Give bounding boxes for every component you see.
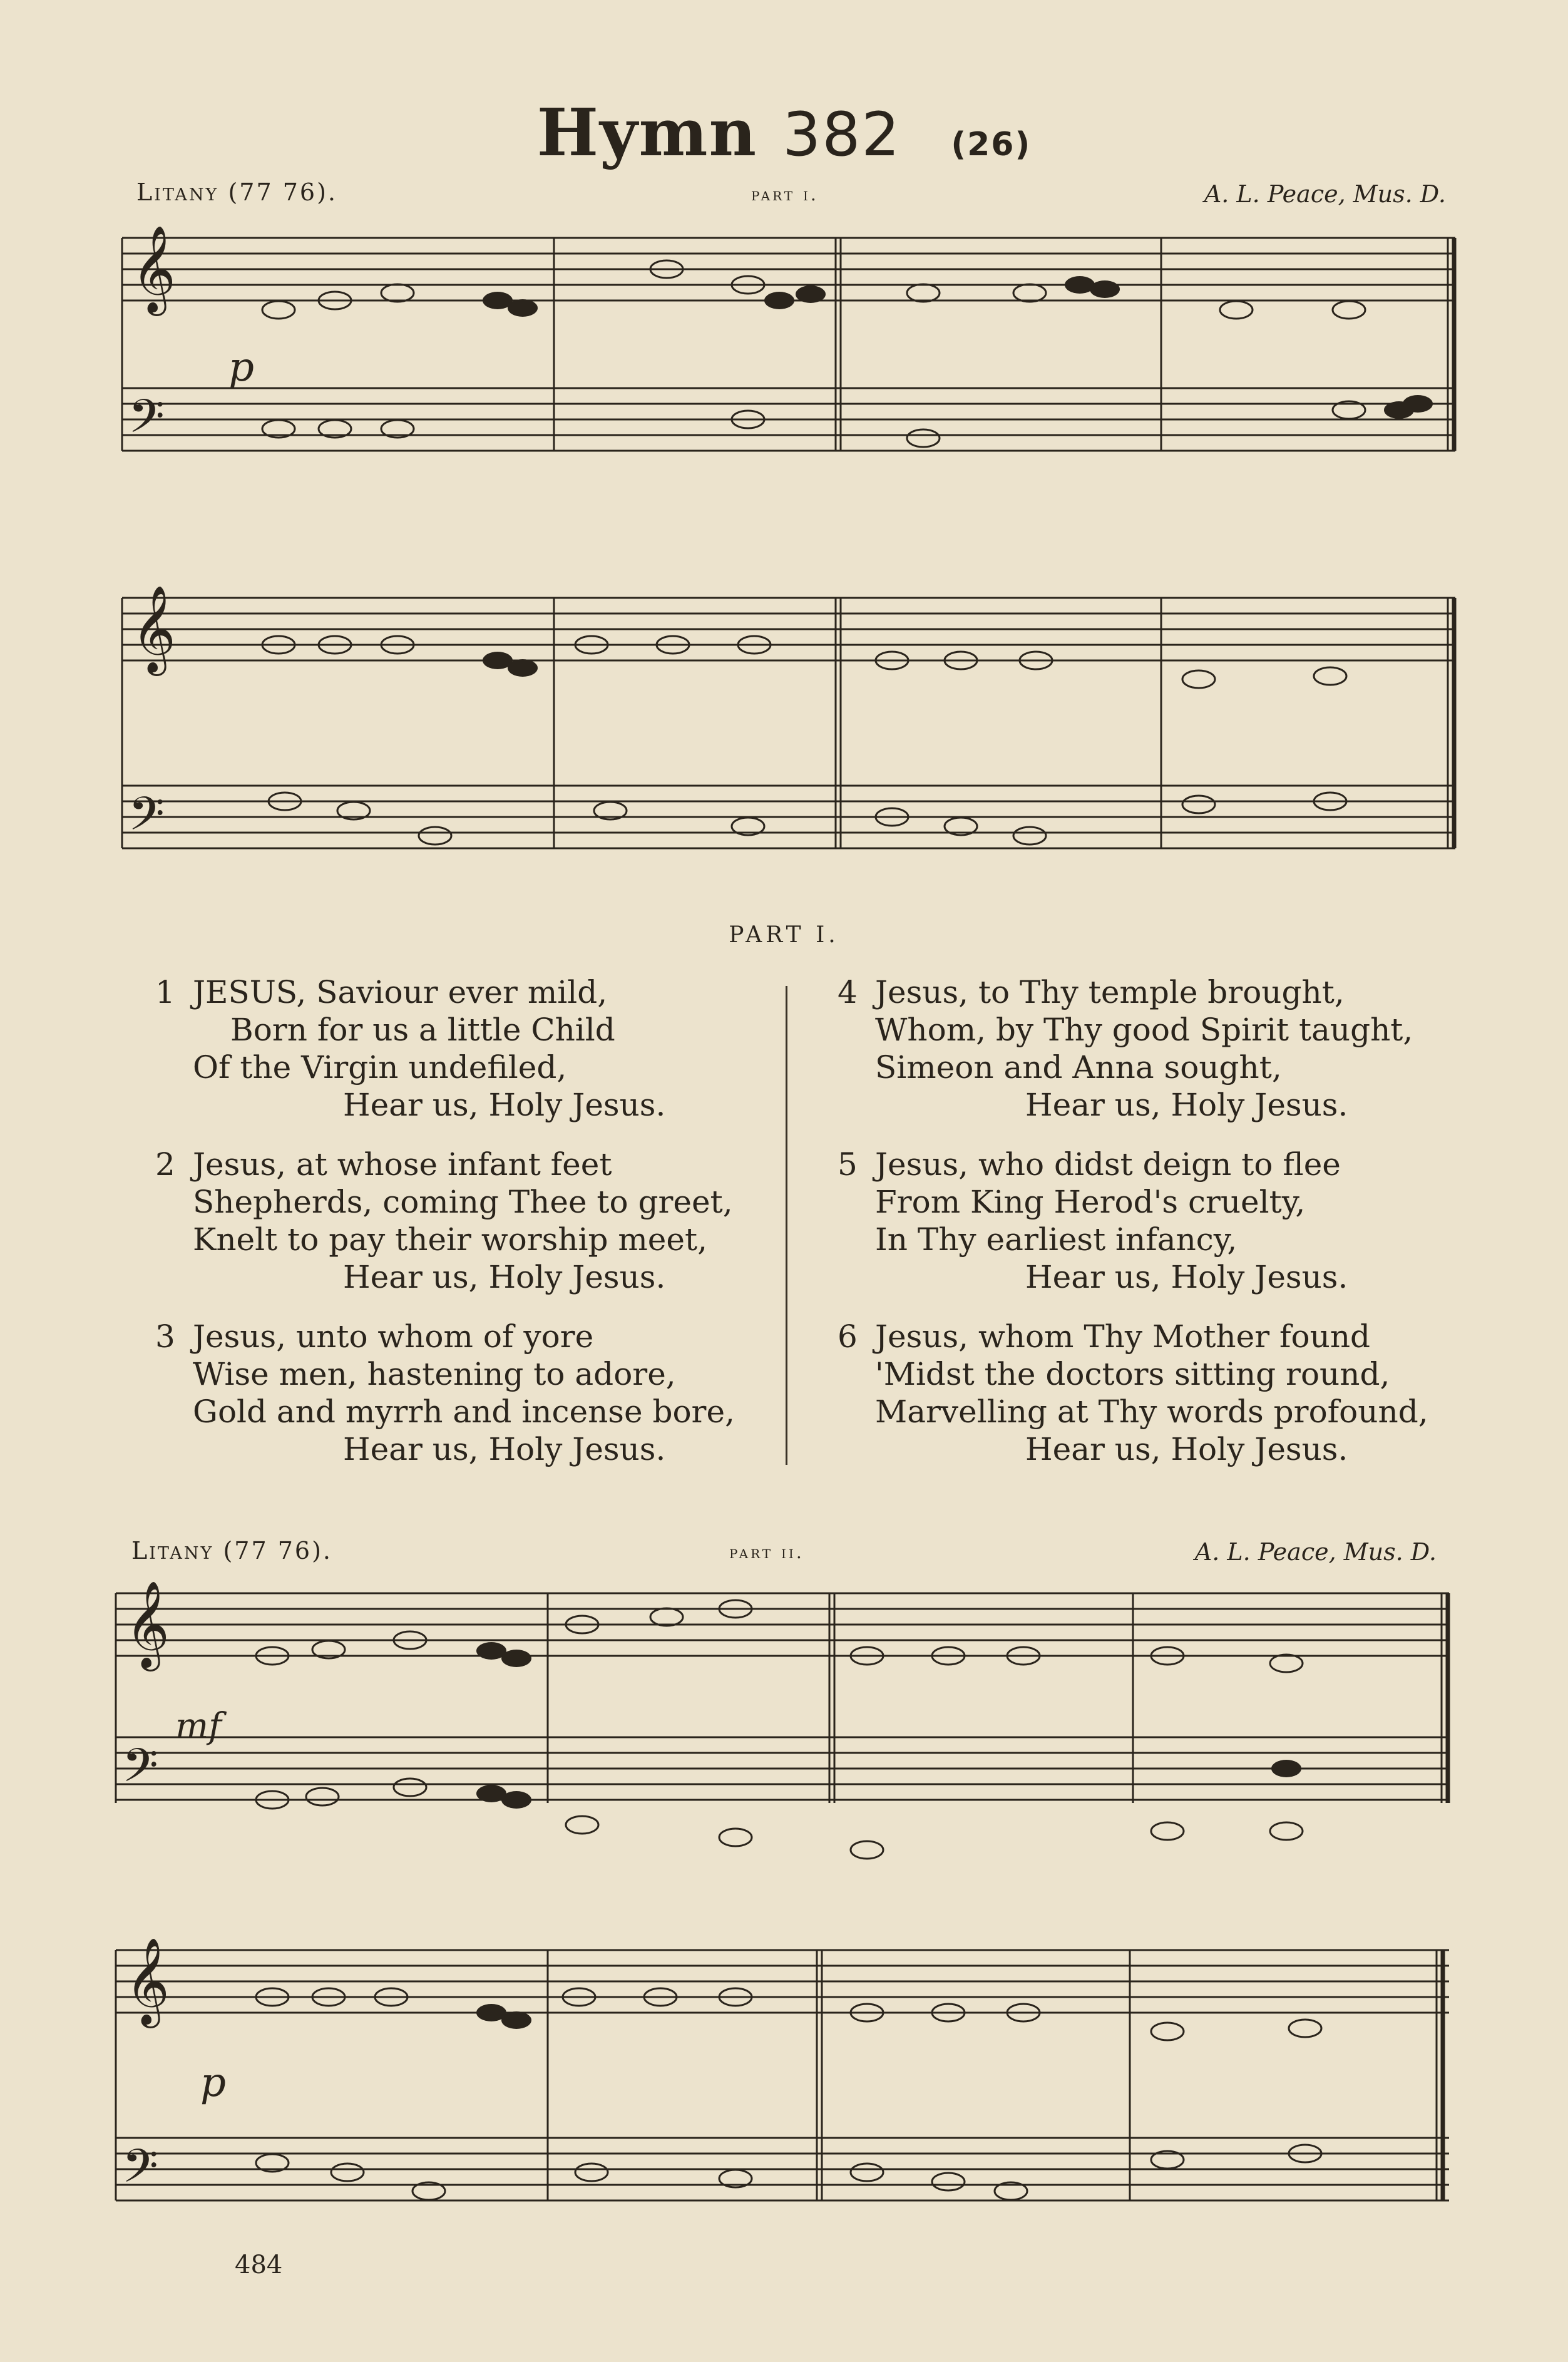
column-divider — [786, 986, 787, 1465]
verse-line: 'Midst the doctors sitting round, — [875, 1356, 1390, 1392]
system-1 — [122, 225, 1455, 455]
svg-text:𝄢: 𝄢 — [128, 787, 165, 853]
verse-line: From King Herod's cruelty, — [875, 1184, 1306, 1220]
verse-number: 1 — [155, 974, 175, 1010]
verse-3 — [155, 1318, 735, 1468]
svg-text:𝄞: 𝄞 — [125, 1581, 170, 1668]
verse-number: 3 — [155, 1318, 175, 1355]
verse-6 — [838, 1318, 1428, 1468]
verse-line: Knelt to pay their worship meet, — [193, 1221, 707, 1258]
verse-5 — [838, 1146, 1428, 1296]
svg-text:𝄢: 𝄢 — [122, 1738, 158, 1804]
verse-refrain: Hear us, Holy Jesus. — [343, 1259, 666, 1295]
verse-line: Born for us a little Child — [230, 1012, 615, 1048]
verse-line: Jesus, who didst deign to flee — [875, 1146, 1341, 1183]
system-3 — [116, 1581, 1449, 1859]
hymn-alt-number: (26) — [951, 126, 1032, 163]
system-2 — [122, 585, 1455, 853]
verse-1 — [155, 973, 735, 1124]
dynamic-marking-3: p — [200, 2060, 226, 2106]
verse-4 — [838, 973, 1428, 1124]
dynamic-marking-2: mf — [175, 1706, 222, 1747]
verse-line: Gold and myrrh and incense bore, — [193, 1394, 735, 1430]
verse-line: Whom, by Thy good Spirit taught, — [875, 1012, 1413, 1048]
part-label-1: part i. — [751, 184, 819, 205]
verse-line: Jesus, whom Thy Mother found — [875, 1318, 1371, 1355]
page-number: 484 — [235, 2251, 283, 2279]
verse-line: JESUS, Saviour ever mild, — [193, 974, 608, 1010]
verse-line: In Thy earliest infancy, — [875, 1221, 1237, 1258]
verse-number: 4 — [838, 974, 858, 1010]
tune-name-part1: Litany (77 76). — [136, 178, 337, 206]
hymn-number: 382 — [782, 100, 901, 170]
verse-number: 2 — [155, 1146, 175, 1183]
svg-text:𝄞: 𝄞 — [131, 585, 176, 672]
verse-line: Simeon and Anna sought, — [875, 1049, 1282, 1086]
dynamic-marking-1: p — [228, 344, 254, 391]
verses-right-column — [838, 973, 1428, 1468]
verse-line: Jesus, unto whom of yore — [193, 1318, 594, 1355]
verse-number: 6 — [838, 1318, 858, 1355]
verse-line: Shepherds, coming Thee to greet, — [193, 1184, 733, 1220]
svg-text:𝄢: 𝄢 — [128, 389, 165, 455]
title-word: Hymn — [536, 94, 758, 171]
composer-part2: A. L. Peace, Mus. D. — [1194, 1538, 1437, 1566]
composer-part1: A. L. Peace, Mus. D. — [1204, 180, 1446, 208]
verse-refrain: Hear us, Holy Jesus. — [1025, 1259, 1348, 1295]
verse-refrain: Hear us, Holy Jesus. — [343, 1431, 666, 1467]
part-label-2: part ii. — [729, 1542, 804, 1563]
svg-text:𝄞: 𝄞 — [125, 1938, 170, 2025]
verse-refrain: Hear us, Holy Jesus. — [1025, 1087, 1348, 1123]
svg-text:𝄢: 𝄢 — [122, 2139, 158, 2205]
system-4 — [116, 1938, 1449, 2205]
verse-line: Of the Virgin undefiled, — [193, 1049, 567, 1086]
part-heading: PART I. — [729, 922, 839, 948]
tune-name-part2: Litany (77 76). — [131, 1537, 332, 1564]
verse-line: Wise men, hastening to adore, — [193, 1356, 676, 1392]
verse-refrain: Hear us, Holy Jesus. — [1025, 1431, 1348, 1467]
verse-refrain: Hear us, Holy Jesus. — [343, 1087, 666, 1123]
verse-line: Marvelling at Thy words profound, — [875, 1394, 1428, 1430]
verse-2 — [155, 1146, 735, 1296]
svg-text:𝄞: 𝄞 — [131, 225, 176, 312]
verses-left-column — [155, 973, 735, 1468]
verse-line: Jesus, at whose infant feet — [193, 1146, 612, 1183]
verse-number: 5 — [838, 1146, 858, 1183]
verse-line: Jesus, to Thy temple brought, — [875, 974, 1345, 1010]
